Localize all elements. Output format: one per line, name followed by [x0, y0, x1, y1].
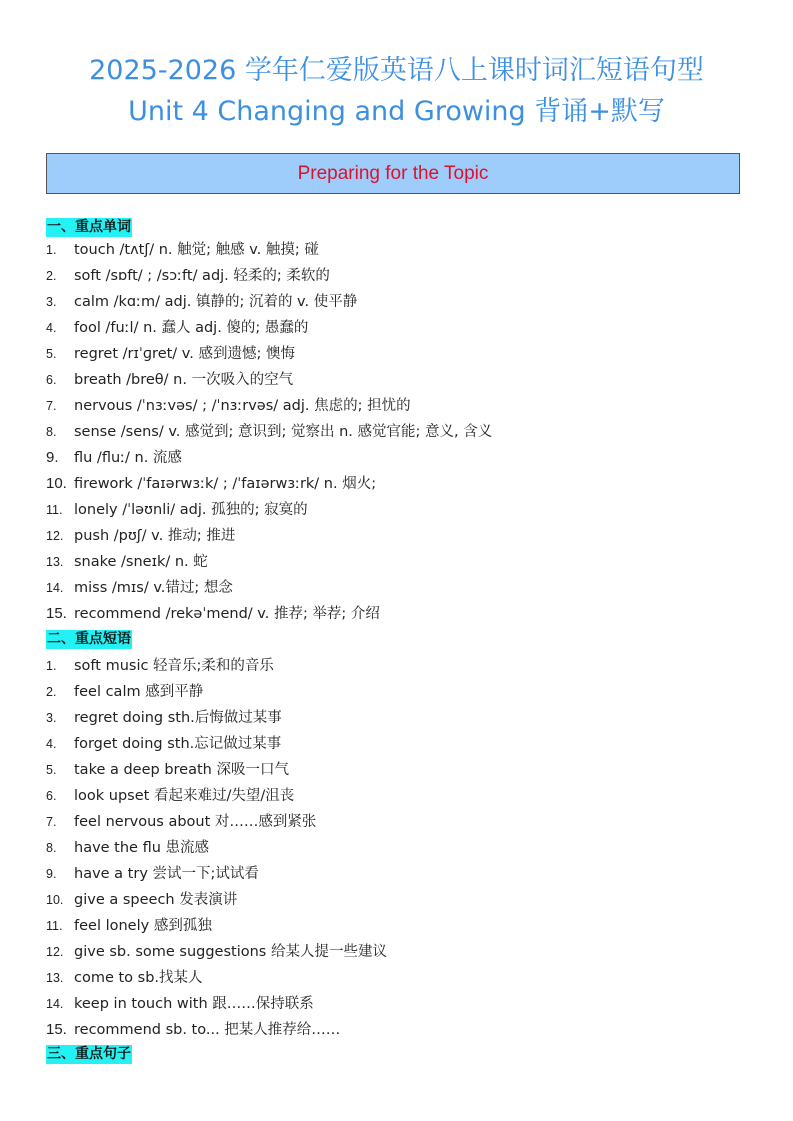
- item-text: come to sb.找某人: [74, 970, 203, 986]
- item-text: feel lonely 感到孤独: [74, 918, 212, 934]
- list-item: [46, 263, 492, 289]
- item-number: 2.: [46, 685, 57, 699]
- item-text: look upset 看起来难过/失望/沮丧: [74, 788, 295, 804]
- item-text: feel nervous about 对……感到紧张: [74, 814, 317, 830]
- item-number: 12.: [46, 529, 64, 543]
- list-item: [46, 523, 492, 549]
- item-number: 10.: [46, 893, 64, 907]
- item-text: give sb. some suggestions 给某人提一些建议: [74, 944, 387, 960]
- phrase-list: [46, 653, 387, 1043]
- item-text: recommend /rekəˈmend/ v. 推荐; 举荐; 介绍: [74, 606, 380, 622]
- list-item: [46, 679, 387, 705]
- item-number: 7.: [46, 815, 57, 829]
- item-text: soft music 轻音乐;柔和的音乐: [74, 658, 274, 674]
- list-item: [46, 471, 492, 497]
- list-item: [46, 445, 492, 471]
- list-item: [46, 419, 492, 445]
- item-number: 13.: [46, 971, 64, 985]
- list-item: [46, 289, 492, 315]
- item-number: 9.: [46, 449, 59, 466]
- list-item: [46, 601, 492, 627]
- item-text: fool /fuːl/ n. 蠢人 adj. 傻的; 愚蠢的: [74, 320, 309, 336]
- item-text: flu /fluː/ n. 流感: [74, 450, 182, 466]
- list-item: [46, 237, 492, 263]
- item-number: 1.: [46, 243, 57, 257]
- item-number: 15.: [46, 605, 67, 622]
- list-item: [46, 835, 387, 861]
- item-text: firework /ˈfaɪərwɜːk/ ; /ˈfaɪərwɜːrk/ n. 烟火;: [74, 476, 377, 492]
- list-item: [46, 549, 492, 575]
- item-text: feel calm 感到平静: [74, 684, 204, 700]
- item-text: regret /rɪˈɡret/ v. 感到遗憾; 懊悔: [74, 346, 295, 362]
- item-number: 5.: [46, 763, 57, 777]
- item-number: 10.: [46, 475, 67, 492]
- item-number: 7.: [46, 399, 57, 413]
- list-item: [46, 393, 492, 419]
- list-item: [46, 939, 387, 965]
- item-number: 4.: [46, 737, 57, 751]
- item-number: 8.: [46, 841, 57, 855]
- list-item: [46, 965, 387, 991]
- list-item: [46, 575, 492, 601]
- item-text: keep in touch with 跟……保持联系: [74, 996, 314, 1012]
- item-number: 13.: [46, 555, 64, 569]
- item-text: have a try 尝试一下;试试看: [74, 866, 259, 882]
- list-item: [46, 861, 387, 887]
- item-text: nervous /ˈnɜːvəs/ ; /ˈnɜːrvəs/ adj. 焦虑的; 担忧的: [74, 398, 411, 414]
- item-number: 8.: [46, 425, 57, 439]
- item-number: 14.: [46, 997, 64, 1011]
- item-number: 4.: [46, 321, 57, 335]
- document-title: 2025-2026 学年仁爱版英语八上课时词汇短语句型: [89, 55, 704, 86]
- list-item: [46, 913, 387, 939]
- list-item: [46, 757, 387, 783]
- item-number: 11.: [46, 919, 63, 933]
- item-number: 2.: [46, 269, 57, 283]
- item-number: 9.: [46, 867, 57, 881]
- section-heading-sentences: 三、重点句子: [47, 1046, 131, 1062]
- list-item: [46, 315, 492, 341]
- list-item: [46, 341, 492, 367]
- item-text: calm /kɑːm/ adj. 镇静的; 沉着的 v. 使平静: [74, 294, 358, 310]
- item-number: 3.: [46, 711, 57, 725]
- list-item: [46, 783, 387, 809]
- list-item: [46, 367, 492, 393]
- item-text: forget doing sth.忘记做过某事: [74, 736, 282, 752]
- item-text: soft /sɒft/ ; /sɔːft/ adj. 轻柔的; 柔软的: [74, 268, 330, 284]
- list-item: [46, 1017, 387, 1043]
- topic-banner: Preparing for the Topic: [46, 153, 740, 194]
- word-list: [46, 237, 492, 627]
- item-text: miss /mɪs/ v.错过; 想念: [74, 580, 233, 596]
- item-number: 6.: [46, 373, 57, 387]
- item-number: 12.: [46, 945, 64, 959]
- list-item: [46, 731, 387, 757]
- document-subtitle: Unit 4 Changing and Growing 背诵+默写: [128, 96, 665, 127]
- item-number: 6.: [46, 789, 57, 803]
- item-text: have the flu 患流感: [74, 840, 210, 856]
- item-text: give a speech 发表演讲: [74, 892, 238, 908]
- list-item: [46, 809, 387, 835]
- item-text: snake /sneɪk/ n. 蛇: [74, 554, 208, 570]
- item-number: 11.: [46, 503, 63, 517]
- list-item: [46, 887, 387, 913]
- list-item: [46, 705, 387, 731]
- item-number: 5.: [46, 347, 57, 361]
- item-number: 14.: [46, 581, 64, 595]
- item-number: 3.: [46, 295, 57, 309]
- item-number: 1.: [46, 659, 57, 673]
- item-text: breath /breθ/ n. 一次吸入的空气: [74, 372, 294, 388]
- section-heading-words: 一、重点单词: [47, 219, 131, 235]
- item-text: regret doing sth.后悔做过某事: [74, 710, 282, 726]
- list-item: [46, 991, 387, 1017]
- item-text: sense /sens/ v. 感觉到; 意识到; 觉察出 n. 感觉官能; 意义, 含义: [74, 424, 493, 440]
- item-text: touch /tʌtʃ/ n. 触觉; 触感 v. 触摸; 碰: [74, 242, 319, 258]
- item-number: 15.: [46, 1021, 67, 1038]
- section-heading-phrases: 二、重点短语: [47, 631, 131, 647]
- item-text: recommend sb. to... 把某人推荐给……: [74, 1022, 341, 1038]
- list-item: [46, 653, 387, 679]
- item-text: take a deep breath 深吸一口气: [74, 762, 289, 778]
- item-text: lonely /ˈləʊnli/ adj. 孤独的; 寂寞的: [74, 502, 308, 518]
- list-item: [46, 497, 492, 523]
- item-text: push /pʊʃ/ v. 推动; 推进: [74, 528, 236, 544]
